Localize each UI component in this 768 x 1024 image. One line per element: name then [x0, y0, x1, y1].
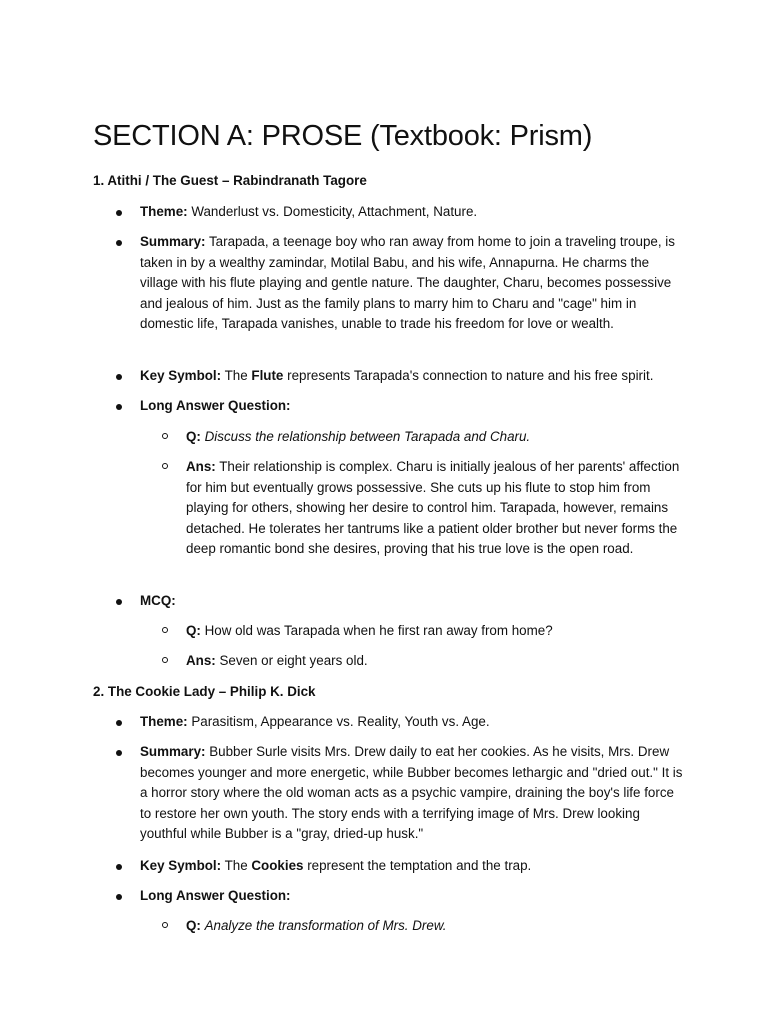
bullet-icon	[116, 720, 122, 726]
summary-label: Summary:	[140, 234, 206, 249]
symbol-pre: The	[221, 368, 252, 383]
symbol-word: Cookies	[251, 858, 304, 873]
bullet-icon	[116, 374, 122, 380]
laq-label: Long Answer Question:	[140, 398, 291, 413]
summary-label: Summary:	[140, 744, 206, 759]
mcq-q-text: How old was Tarapada when he first ran away from home?	[200, 623, 553, 638]
bullet-icon	[116, 240, 122, 246]
symbol-post: represents Tarapada's connection to nature and his free spirit.	[283, 368, 654, 383]
bullet-icon	[116, 750, 122, 756]
circle-bullet-icon	[162, 657, 168, 663]
symbol-word: Flute	[251, 368, 284, 383]
ans-label: Ans:	[186, 459, 216, 474]
bullet-icon	[116, 599, 122, 605]
theme-label: Theme:	[140, 204, 188, 219]
theme-text: Wanderlust vs. Domesticity, Attachment, Nature.	[187, 204, 478, 219]
symbol-pre: The	[221, 858, 252, 873]
mcq-a-text: Seven or eight years old.	[215, 653, 368, 668]
q-label: Q:	[186, 918, 201, 933]
mcq-q-label: Q:	[186, 623, 201, 638]
summary-text: Bubber Surle visits Mrs. Drew daily to eat her cookies. As he visits, Mrs. Drew becomes younger and more energetic, while Bubber becomes lethargic and "dried out." It is a horror story where the old woman acts as a psychic vampire, draining the boy's life force to restore her own youth. The story ends with a terrifying image of Mrs. Drew looking youthful while Bubber is a "gray, dried-up husk."	[140, 744, 683, 841]
mcq-label: MCQ:	[140, 593, 176, 608]
mcq-a-label: Ans:	[186, 653, 216, 668]
story-heading-1: 1. Atithi / The Guest – Rabindranath Tagore	[93, 173, 367, 188]
q-label: Q:	[186, 429, 201, 444]
summary-text: Tarapada, a teenage boy who ran away from home to join a traveling troupe, is taken in by a wealthy zamindar, Motilal Babu, and his wife, Annapurna. He charms the village with his flute playing and gentle nature. The daughter, Charu, becomes possessive and jealous of him. Just as the family plans to marry him to Charu and "cage" him in domestic life, Tarapada vanishes, unable to trade his freedom for love or wealth.	[140, 234, 675, 331]
section-title: SECTION A: PROSE (Textbook: Prism)	[93, 120, 593, 152]
circle-bullet-icon	[162, 433, 168, 439]
bullet-icon	[116, 404, 122, 410]
bullet-icon	[116, 864, 122, 870]
circle-bullet-icon	[162, 627, 168, 633]
circle-bullet-icon	[162, 922, 168, 928]
theme-label: Theme:	[140, 714, 188, 729]
symbol-label: Key Symbol:	[140, 858, 222, 873]
laq-label: Long Answer Question:	[140, 888, 291, 903]
story-heading-2: 2. The Cookie Lady – Philip K. Dick	[93, 684, 316, 699]
circle-bullet-icon	[162, 463, 168, 469]
bullet-icon	[116, 210, 122, 216]
q-text: Analyze the transformation of Mrs. Drew.	[204, 918, 447, 933]
ans-text: Their relationship is complex. Charu is initially jealous of her parents' affection for him but eventually grows possessive. She cuts up his flute to stop him from playing for others, showing her desire to control him. Tarapada, however, remains detached. He tolerates her tantrums like a patient older brother but never forms the deep romantic bond she desires, proving that his true love is the open road.	[186, 459, 680, 556]
symbol-post: represent the temptation and the trap.	[303, 858, 532, 873]
symbol-label: Key Symbol:	[140, 368, 222, 383]
bullet-icon	[116, 894, 122, 900]
theme-text: Parasitism, Appearance vs. Reality, Youth vs. Age.	[187, 714, 490, 729]
q-text: Discuss the relationship between Tarapada and Charu.	[204, 429, 531, 444]
